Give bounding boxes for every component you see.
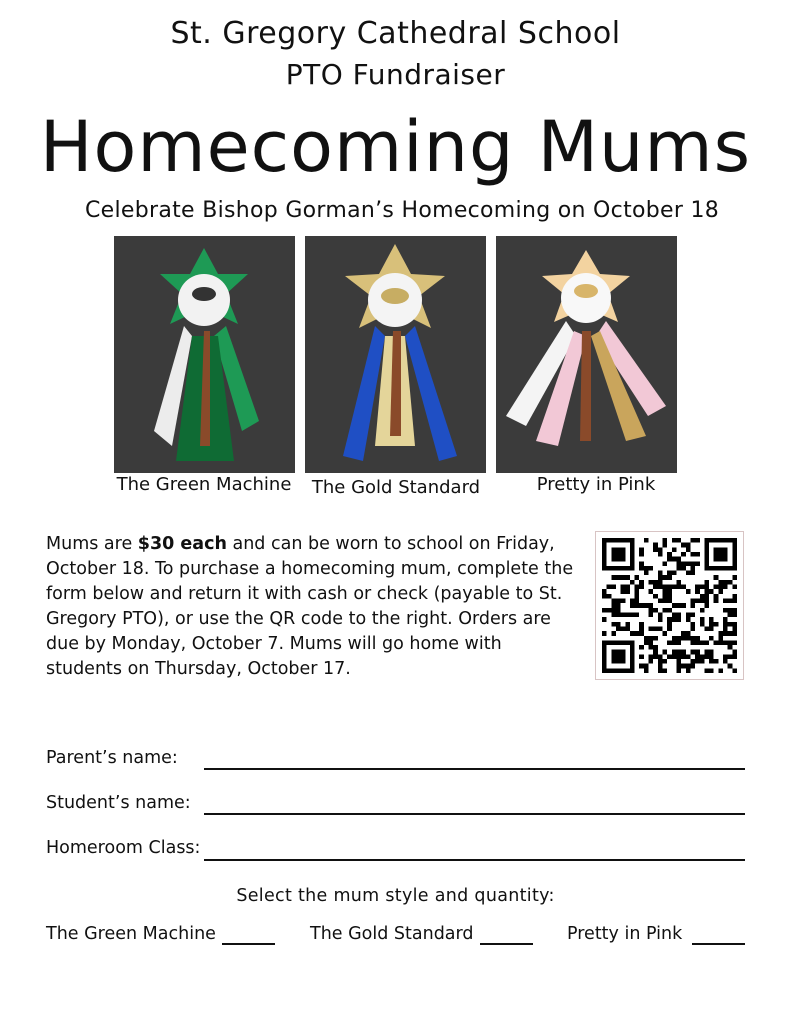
pretty-in-pink-quantity[interactable] xyxy=(692,943,745,945)
option-green-machine: The Green Machine xyxy=(46,924,216,944)
tagline: Celebrate Bishop Gorman’s Homecoming on October 18 xyxy=(85,198,720,223)
green-machine-photo xyxy=(114,236,295,473)
qr-code[interactable] xyxy=(595,531,744,680)
option-pretty-in-pink: Pretty in Pink xyxy=(567,924,683,944)
fundraiser-subtitle: PTO Fundraiser xyxy=(285,58,506,91)
option-gold-standard: The Gold Standard xyxy=(310,924,474,944)
school-name: St. Gregory Cathedral School xyxy=(170,16,621,51)
homeroom-class-label: Homeroom Class: xyxy=(46,838,201,858)
gold-standard-quantity[interactable] xyxy=(480,943,533,945)
green-machine-caption: The Green Machine xyxy=(116,474,292,495)
gold-standard-photo xyxy=(305,236,486,473)
parent-name-field[interactable] xyxy=(204,768,745,770)
pretty-in-pink-photo xyxy=(496,236,677,473)
parent-name-label: Parent’s name: xyxy=(46,748,178,768)
green-machine-quantity[interactable] xyxy=(222,943,275,945)
select-prompt: Select the mum style and quantity: xyxy=(236,886,555,906)
page-title: Homecoming Mums xyxy=(39,106,752,188)
student-name-label: Student’s name: xyxy=(46,793,191,813)
homeroom-class-field[interactable] xyxy=(204,859,745,861)
price: $30 each xyxy=(137,534,227,554)
pretty-in-pink-caption: Pretty in Pink xyxy=(536,474,656,495)
gold-standard-caption: The Gold Standard xyxy=(311,477,481,498)
student-name-field[interactable] xyxy=(204,813,745,815)
desc-part2: and can be worn to school on Friday, October 18. To purchase a homecoming mum, complete the form below and return it with cash or check (payable to St. Gregory PTO), or use the QR code to the right. Orders are due by Monday, October 7. Mums will go home with students on Thursday, October 17. xyxy=(46,534,574,679)
order-description xyxy=(46,532,576,682)
desc-part1: Mums are xyxy=(46,534,138,554)
